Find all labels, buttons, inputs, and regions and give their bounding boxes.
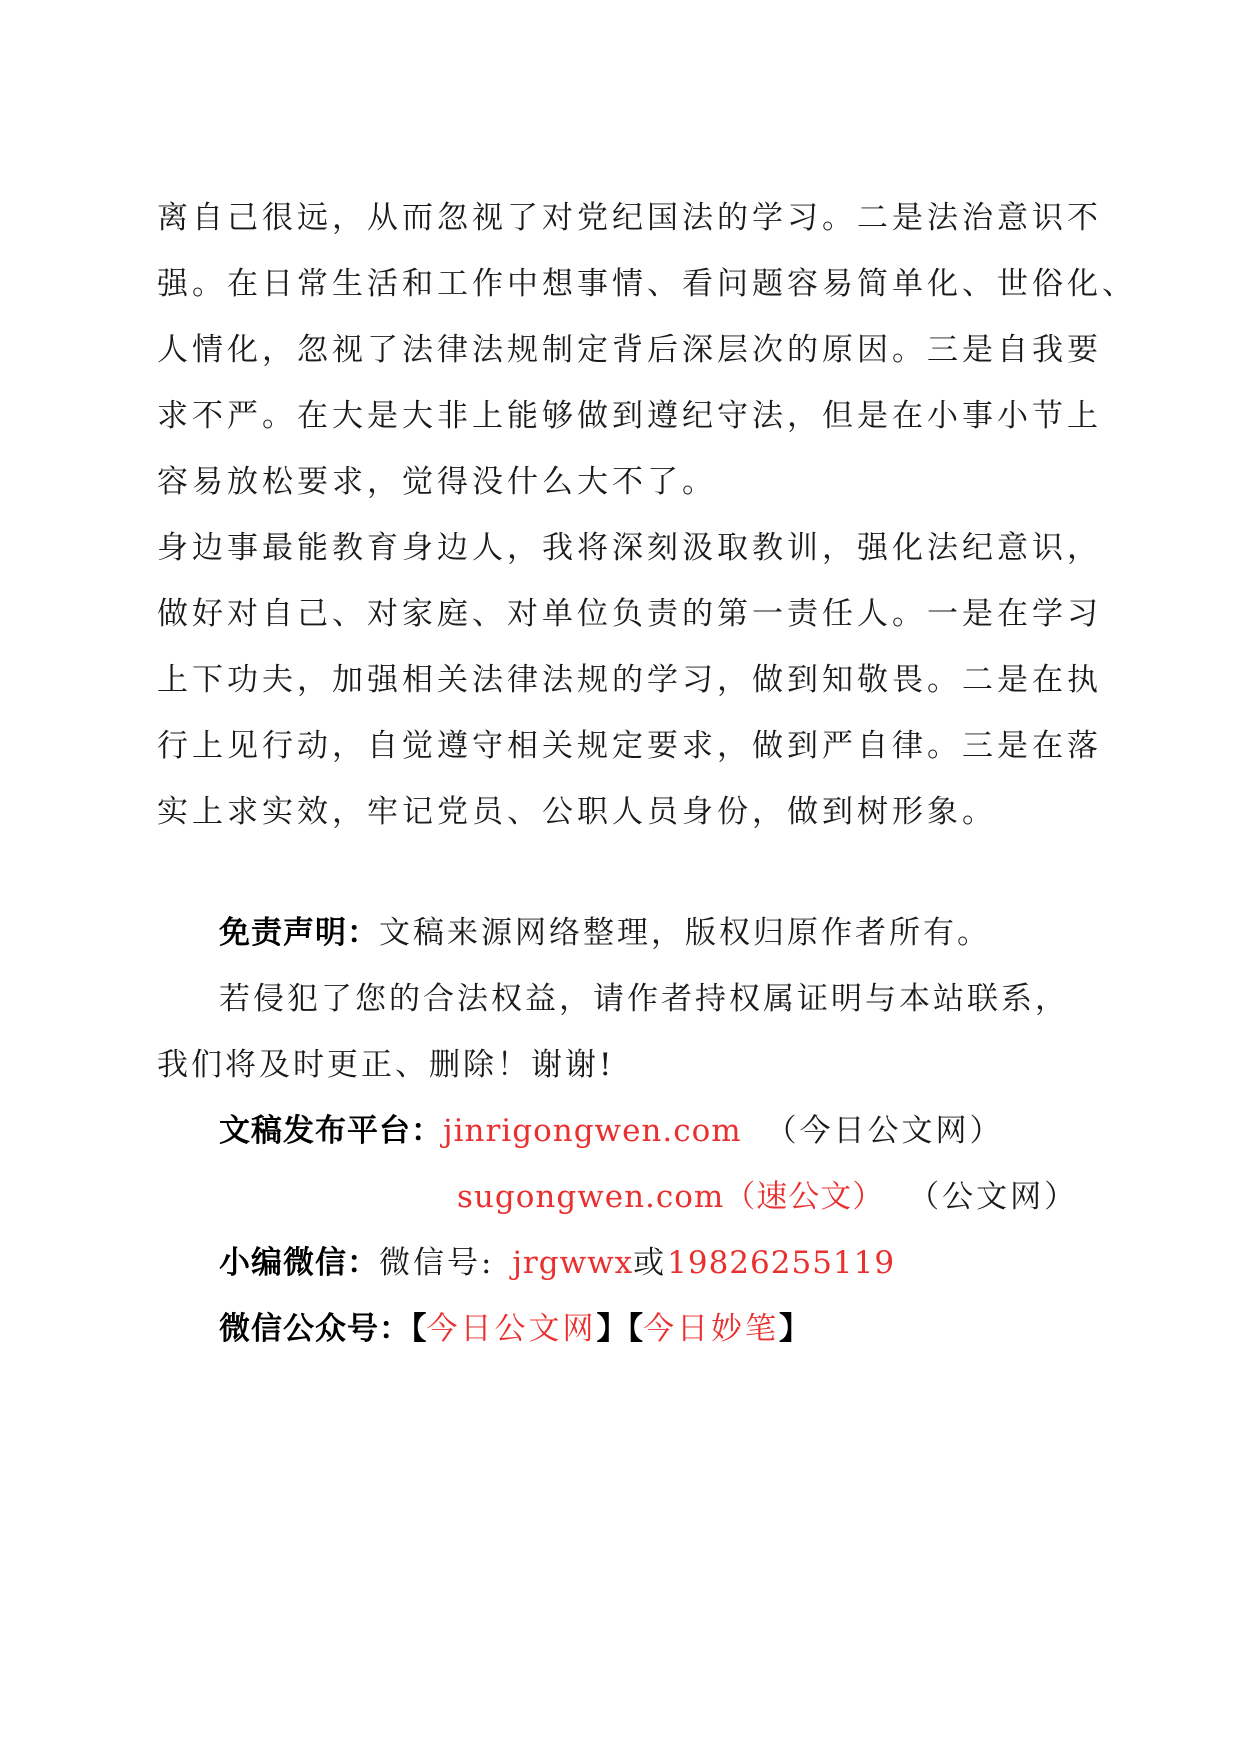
disclaimer-row xyxy=(157,900,1117,966)
body-line: 实上求实效，牢记党员、公职人员身份，做到树形象。 xyxy=(157,794,997,830)
bracket-open: 【 xyxy=(627,1311,643,1347)
body-line: 身边事最能教育身边人，我将深刻汲取教训，强化法纪意识， xyxy=(157,530,1102,566)
infringe-line-2: 我们将及时更正、删除！谢谢! xyxy=(157,1047,615,1083)
site2-link[interactable]: sugongwen.com（速公文） xyxy=(457,1179,885,1215)
body-line: 行上见行动，自觉遵守相关规定要求，做到严自律。三是在落 xyxy=(157,728,1102,764)
disclaimer-text: 文稿来源网络整理，版权归原作者所有。 xyxy=(379,915,991,951)
body-line: 强。在日常生活和工作中想事情、看问题容易简单化、世俗化、 xyxy=(157,266,1137,302)
body-line: 做好对自己、对家庭、对单位负责的第一责任人。一是在学习 xyxy=(157,596,1102,632)
platform-label: 文稿发布平台： xyxy=(219,1113,443,1149)
wechat-or: 或 xyxy=(633,1245,668,1281)
wechat-phone: 19826255119 xyxy=(667,1245,896,1281)
official-account-1: 今日公文网 xyxy=(426,1311,597,1347)
footer-notice xyxy=(157,900,1117,1362)
site1-link[interactable]: jinrigongwen.com xyxy=(443,1113,742,1149)
bracket-open: 【 xyxy=(411,1311,427,1347)
platform-row-2 xyxy=(157,1164,1117,1230)
body-text xyxy=(157,185,1137,845)
bracket-close: 】 xyxy=(596,1311,628,1347)
body-line: 求不严。在大是大非上能够做到遵纪守法，但是在小事小节上 xyxy=(157,398,1102,434)
body-line: 离自己很远，从而忽视了对党纪国法的学习。二是法治意识不 xyxy=(157,200,1102,236)
bracket-close: 】 xyxy=(779,1311,810,1347)
wechat-id: jrgwwx xyxy=(512,1245,634,1281)
infringe-line-1: 若侵犯了您的合法权益，请作者持权属证明与本站联系， xyxy=(219,981,1069,1017)
wechat-row xyxy=(157,1230,1117,1296)
body-line: 上下功夫，加强相关法律法规的学习，做到知敬畏。二是在执 xyxy=(157,662,1102,698)
wechat-label: 小编微信： xyxy=(219,1245,379,1281)
body-line: 人情化，忽视了法律法规制定背后深层次的原因。三是自我要 xyxy=(157,332,1102,368)
official-account-2: 今日妙笔 xyxy=(643,1311,779,1347)
site1-name: （今日公文网） xyxy=(765,1113,1004,1149)
disclaimer-label: 免责声明： xyxy=(219,915,379,951)
platform-row xyxy=(157,1098,1117,1164)
official-label: 微信公众号： xyxy=(219,1311,411,1347)
wechat-prefix: 微信号: xyxy=(379,1245,495,1281)
body-line: 容易放松要求，觉得没什么大不了。 xyxy=(157,464,717,500)
site2-name: （公文网） xyxy=(908,1179,1079,1215)
official-account-row xyxy=(157,1296,1117,1362)
